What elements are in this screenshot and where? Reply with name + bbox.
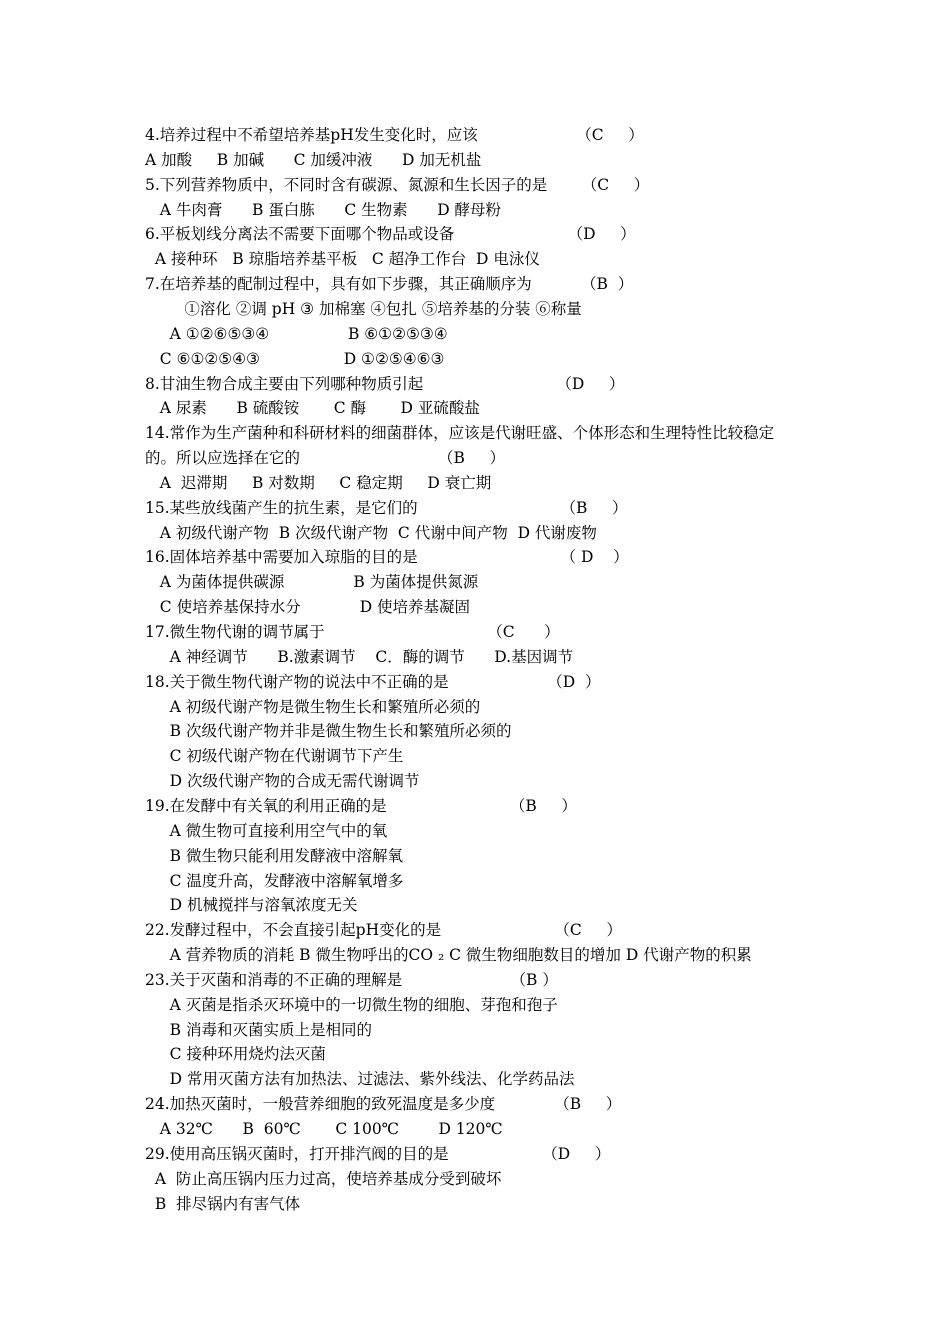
text-line: A 32℃ B 60℃ C 100℃ D 120℃ (145, 1120, 503, 1138)
text-line: D 常用灭菌方法有加热法、过滤法、紫外线法、化学药品法 (145, 1070, 575, 1089)
text-line: 14.常作为生产菌种和科研材料的细菌群体，应该是代谢旺盛、个体形态和生理特性比较稳定 (145, 424, 775, 443)
text-line: C 使培养基保持水分 D 使培养基凝固 (145, 598, 471, 617)
text-line: 17.微生物代谢的调节属于 （C ） (145, 623, 560, 641)
text-line: D 机械搅拌与溶氧浓度无关 (145, 896, 358, 915)
text-line: 的。所以应选择在它的 （B ） (145, 449, 505, 468)
text-line: C ⑥①②⑤④③ D ①②⑤④⑥③ (145, 349, 445, 368)
text-line: 24.加热灭菌时，一般营养细胞的致死温度是多少度 （B ） (145, 1095, 622, 1114)
text-line: 19.在发酵中有关氧的利用正确的是 （B ） (145, 796, 577, 815)
text-line: A 为菌体提供碳源 B 为菌体提供氮源 (145, 573, 479, 592)
text-line: 18.关于微生物代谢产物的说法中不正确的是 （D ） (145, 672, 601, 691)
text-line: A 微生物可直接利用空气中的氧 (145, 821, 388, 840)
text-line: A 初级代谢产物是微生物生长和繁殖所必须的 (145, 697, 481, 716)
text-line: D 次级代谢产物的合成无需代谢调节 (145, 772, 420, 791)
text-line: C 温度升高，发酵液中溶解氧增多 (145, 871, 404, 890)
text-line: A ①②⑥⑤③④ B ⑥①②⑤③④ (145, 324, 448, 343)
text-line: 7.在培养基的配制过程中，具有如下步骤，其正确顺序为 （B ） (145, 275, 634, 294)
text-line: 15.某些放线菌产生的抗生素，是它们的 （B ） (145, 498, 628, 517)
text-line: A 营养物质的消耗 B 微生物呼出的CO ₂ C 微生物细胞数目的增加 D 代谢产物的积累 (145, 946, 752, 965)
text-line: 4.培养过程中不希望培养基pH发生变化时，应该 （C ） (145, 126, 644, 144)
text-line: B 排尽锅内有害气体 (145, 1194, 301, 1213)
text-line: A 加酸 B 加碱 C 加缓冲液 D 加无机盐 (145, 150, 482, 169)
text-line: A 牛肉膏 B 蛋白胨 C 生物素 D 酵母粉 (145, 200, 502, 219)
text-line: B 微生物只能利用发酵液中溶解氧 (145, 846, 403, 865)
text-line: B 次级代谢产物并非是微生物生长和繁殖所必须的 (145, 722, 512, 741)
text-line: A 防止高压锅内压力过高，使培养基成分受到破坏 (145, 1169, 502, 1188)
text-line: 6.平板划线分离法不需要下面哪个物品或设备 （D ） (145, 225, 636, 244)
text-line: A 初级代谢产物 B 次级代谢产物 C 代谢中间产物 D 代谢废物 (145, 523, 597, 542)
text-line: A 接种环 B 琼脂培养基平板 C 超净工作台 D 电泳仪 (145, 250, 540, 269)
text-line: C 接种环用烧灼法灭菌 (145, 1045, 326, 1064)
text-line: 23.关于灭菌和消毒的不正确的理解是 （B ） (145, 970, 558, 989)
text-line: C 初级代谢产物在代谢调节下产生 (145, 747, 404, 766)
text-line: B 消毒和灭菌实质上是相同的 (145, 1020, 372, 1039)
text-line: A 灭菌是指杀灭环境中的一切微生物的细胞、芽孢和孢子 (145, 995, 558, 1014)
text-line: A 迟滞期 B 对数期 C 稳定期 D 衰亡期 (145, 473, 492, 492)
text-line: 5.下列营养物质中，不同时含有碳源、氮源和生长因子的是 （C ） (145, 175, 650, 194)
text-line: 29.使用高压锅灭菌时，打开排汽阀的目的是 （D ） (145, 1144, 611, 1163)
text-line: 8.甘油生物合成主要由下列哪种物质引起 （D ） (145, 374, 625, 393)
text-line: ①溶化 ②调 pH ③ 加棉塞 ④包扎 ⑤培养基的分装 ⑥称量 (145, 299, 582, 318)
text-line: A 神经调节 B.激素调节 C．酶的调节 D.基因调节 (145, 647, 574, 666)
text-line: 16.固体培养基中需要加入琼脂的目的是 （ D ） (145, 548, 629, 567)
text-line: 22.发酵过程中，不会直接引起pH变化的是 （C ） (145, 921, 622, 940)
text-line: A 尿素 B 硫酸铵 C 酶 D 亚硫酸盐 (145, 399, 480, 418)
